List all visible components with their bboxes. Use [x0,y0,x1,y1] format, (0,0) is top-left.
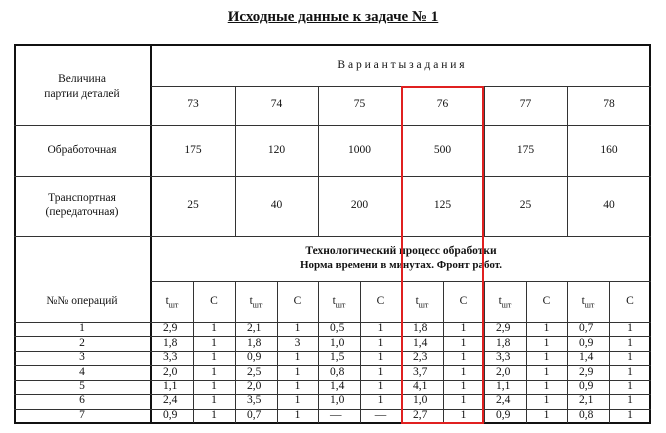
operation-workplaces: 1 [627,394,633,407]
col-header-workplaces: C [542,294,551,307]
operation-workplaces: 1 [460,394,467,407]
operation-time: 1,5 [330,351,345,364]
col-header-workplaces: C [210,294,218,307]
batch-value: 1000 [348,143,371,156]
operation-workplaces: 1 [627,379,633,392]
operation-workplaces: 1 [543,351,550,364]
batch-size-label: Величина [58,73,106,85]
row-label-transport: (передаточная) [45,206,119,218]
col-header-time [236,295,276,311]
operation-workplaces: 1 [211,336,217,349]
batch-value: 125 [433,199,452,211]
operation-workplaces: 1 [211,322,217,335]
batch-value: 40 [603,199,615,211]
variant-number: 76 [436,98,449,110]
time-subscript: шт [418,299,429,309]
operation-time: 2,9 [496,322,511,335]
operation-workplaces: 1 [211,379,217,392]
operation-time: 0,7 [579,322,594,335]
grid-vline [193,281,194,423]
variant-76-highlight [401,86,484,424]
operation-time: 1,4 [330,379,345,392]
col-header-workplaces: C [293,294,302,307]
grid-vline [526,281,527,423]
operation-workplaces: 1 [211,394,217,407]
col-header-time [485,295,525,311]
grid-vline [277,281,278,423]
operation-time: 1,1 [496,379,511,392]
operation-workplaces: 1 [460,322,467,335]
grid-vline [649,44,651,423]
operation-time: 2,4 [496,394,511,407]
grid-vline [14,44,16,423]
operation-workplaces: 1 [377,365,384,378]
grid-hline [14,236,651,237]
col-header-time [319,295,359,311]
variants-header: В а р и а н т ы з а д а н и я [337,59,465,71]
operation-workplaces: 1 [377,336,384,349]
time-symbol: t [498,294,502,307]
operation-time: 3,5 [247,394,262,407]
operation-time: 0,9 [163,408,178,421]
row-label-transport: Транспортная [48,192,116,204]
operation-time: 2,1 [579,394,594,407]
operation-workplaces: 1 [627,351,633,364]
operation-time: 0,9 [579,379,594,392]
operation-time: 2,4 [163,394,178,407]
operation-number: 3 [79,351,85,364]
time-subscript: шт [335,299,346,309]
operation-workplaces: 1 [211,408,217,421]
operation-time: 0,9 [579,336,594,349]
grid-vline [150,44,152,423]
operation-time: 2,3 [413,351,428,364]
process-title: Технологический процесс обработки [305,245,497,257]
operation-time: 0,8 [330,365,345,378]
variant-number: 78 [603,98,615,110]
operation-number: 5 [79,379,85,392]
grid-vline [235,86,236,236]
operation-workplaces: 1 [211,351,217,364]
operation-workplaces: 1 [377,379,384,392]
time-subscript: шт [168,299,179,309]
page-title: Исходные данные к задаче № 1 [227,9,439,25]
operation-workplaces: 1 [627,322,633,335]
operation-workplaces: 1 [543,394,550,407]
operation-workplaces: 1 [294,322,301,335]
grid-vline [360,281,361,423]
operation-time: 4,1 [413,379,428,392]
grid-hline [14,125,651,126]
operation-number: 4 [79,365,85,378]
batch-size-label: партии деталей [44,88,120,100]
grid-vline [609,281,610,423]
operation-workplaces: 1 [543,408,550,421]
variant-number: 73 [187,98,199,110]
operation-time: 2,9 [579,365,594,378]
operation-time: 0,9 [247,351,262,364]
operation-time: 0,8 [579,408,594,421]
operation-time: 1,4 [413,336,428,349]
operation-time: 1,0 [330,336,345,349]
operation-workplaces: 1 [460,351,467,364]
operation-workplaces: 1 [627,365,633,378]
operation-workplaces: 1 [211,365,217,378]
operation-number: 2 [79,336,85,349]
variant-number: 74 [270,98,283,110]
batch-value: 200 [350,199,369,211]
batch-value: 25 [187,199,199,211]
operation-workplaces: 1 [543,379,550,392]
operation-time: 3,3 [163,351,178,364]
operation-workplaces: 1 [294,394,301,407]
operation-workplaces: 1 [627,408,633,421]
grid-hline [14,422,651,424]
operation-workplaces: 1 [460,336,467,349]
operation-time: 0,7 [247,408,262,421]
operation-time: 3,7 [413,365,428,378]
operation-time: 2,0 [247,379,262,392]
operation-time: 1,0 [413,394,428,407]
col-header-time [568,295,608,311]
grid-vline [567,86,568,236]
time-symbol: t [332,294,336,307]
batch-value: 175 [516,143,535,156]
operation-workplaces: 1 [460,408,467,421]
operation-workplaces: 1 [294,351,301,364]
batch-value: 160 [600,143,618,156]
operation-workplaces: 1 [543,322,550,335]
col-header-workplaces: C [376,294,385,307]
operation-number: 1 [79,322,85,335]
operation-time: 1,4 [579,351,594,364]
batch-value: 25 [519,199,532,211]
operation-time: 0,5 [330,322,345,335]
operation-time: 1,8 [247,336,262,349]
operation-workplaces: 1 [294,379,301,392]
operation-time: 2,7 [413,408,428,421]
time-symbol: t [249,294,253,307]
operation-workplaces: 1 [543,336,550,349]
process-subtitle: Норма времени в минутах. Фронт работ. [299,259,503,271]
operation-time: 2,0 [163,365,178,378]
col-header-time [152,295,192,311]
batch-value: 40 [270,199,283,211]
batch-value: 175 [184,143,202,156]
batch-value: 500 [433,143,452,156]
operation-workplaces: 1 [377,394,384,407]
operation-workplaces: 1 [460,379,467,392]
grid-vline [484,86,485,236]
operation-workplaces: 3 [294,336,301,349]
time-symbol: t [415,294,419,307]
operation-number: 6 [79,394,85,407]
operation-time: 2,9 [163,322,178,335]
operations-label: №№ операций [46,294,118,307]
grid-hline [14,176,651,177]
time-subscript: шт [252,299,263,309]
time-symbol: t [165,294,169,307]
operation-time: 1,1 [163,379,178,392]
operation-time: 0,9 [496,408,511,421]
time-subscript: шт [501,299,512,309]
col-header-workplaces: C [459,294,468,307]
operation-workplaces: 1 [294,365,301,378]
operation-time: — [330,408,342,421]
grid-vline [318,86,319,236]
operation-time: 2,1 [247,322,262,335]
time-symbol: t [581,294,585,307]
operation-workplaces: — [374,408,387,421]
operation-time: 1,8 [413,322,428,335]
operation-time: 3,3 [496,351,511,364]
row-label-processing: Обработочная [47,143,117,156]
operation-workplaces: 1 [543,365,550,378]
operation-workplaces: 1 [377,322,384,335]
batch-value: 120 [267,143,286,156]
variant-number: 75 [353,98,366,110]
operation-number: 7 [79,408,85,421]
operation-workplaces: 1 [627,336,633,349]
variant-number: 77 [519,98,532,110]
operation-workplaces: 1 [377,351,384,364]
operation-time: 1,8 [496,336,511,349]
operation-time: 2,0 [496,365,511,378]
operation-workplaces: 1 [460,365,467,378]
operation-workplaces: 1 [294,408,301,421]
operation-time: 1,0 [330,394,345,407]
operation-time: 1,8 [163,336,178,349]
grid-hline [14,44,651,46]
time-subscript: шт [584,299,595,309]
operation-time: 2,5 [247,365,262,378]
col-header-workplaces: C [626,294,634,307]
